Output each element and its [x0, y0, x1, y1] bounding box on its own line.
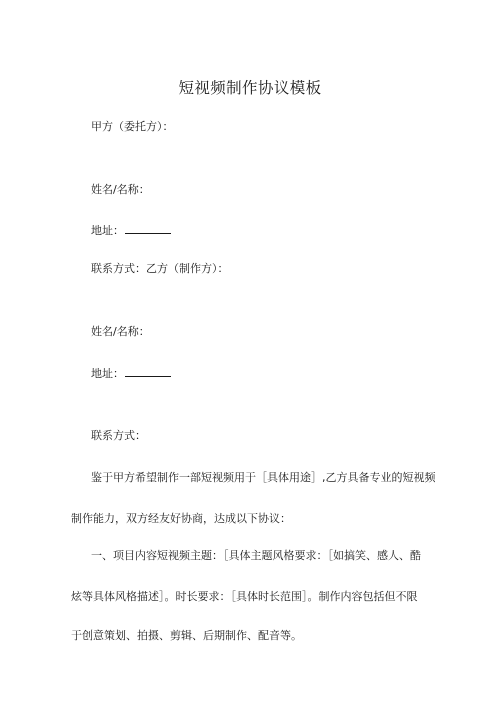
party-a-header: 甲方（委托方）： [91, 120, 174, 133]
clause-1-line-2: 炫等具体风格描述］。时长要求：［具体时长范围］。制作内容包括但不限 [71, 590, 418, 603]
document-title: 短视频制作协议模板 [178, 79, 322, 97]
party-a-address-row [91, 222, 171, 238]
party-a-contact-party-b-header: 联系方式：乙方（制作方）： [91, 262, 229, 275]
party-a-address-blank [125, 222, 171, 234]
party-b-name-label: 姓名/名称： [91, 325, 150, 338]
clause-1-line-3: 于创意策划、拍摄、剪辑、后期制作、配音等。 [71, 629, 302, 642]
party-a-address-label: 地址： [91, 224, 124, 237]
party-b-address-row [91, 365, 171, 381]
party-b-contact-label: 联系方式： [91, 429, 146, 442]
party-b-address-label: 地址： [91, 367, 124, 380]
party-b-address-blank [125, 365, 171, 377]
intro-line-2: 制作能力，双方经友好协商，达成以下协议： [71, 512, 291, 525]
intro-line-1: 鉴于甲方希望制作一部短视频用于［具体用途］,乙方具备专业的短视频 [91, 471, 436, 484]
clause-1-line-1: 一、项目内容短视频主题：［具体主题风格要求：［如搞笑、感人、酷 [91, 549, 421, 562]
party-a-name-label: 姓名/名称： [91, 183, 150, 196]
